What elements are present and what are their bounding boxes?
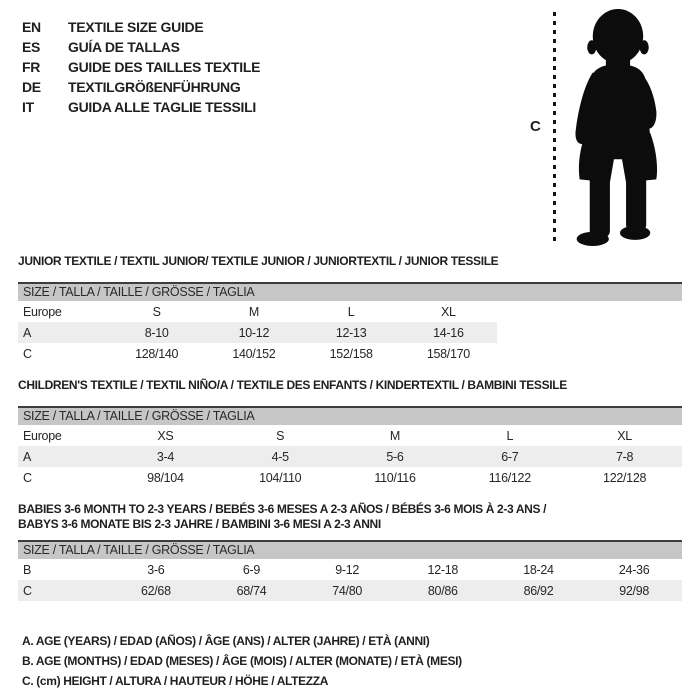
size-cell: M	[248, 304, 259, 319]
language-code: IT	[22, 99, 34, 115]
table-row	[18, 322, 497, 343]
note-height-cm: C. (cm) HEIGHT / ALTURA / HAUTEUR / HÖHE / ALTEZZA	[22, 674, 329, 688]
size-cell: L	[347, 304, 355, 319]
age-cell: 24-36	[618, 562, 650, 577]
language-row-es	[22, 37, 260, 57]
height-cell: 86/92	[491, 580, 587, 601]
age-cell: 9-12	[335, 562, 360, 577]
row-label: C	[23, 470, 32, 485]
height-cell: 92/98	[586, 580, 682, 601]
toddler-silhouette-icon	[565, 6, 677, 248]
row-label: B	[23, 562, 32, 577]
height-measure-label: C	[530, 118, 541, 135]
height-cell: 128/140	[135, 346, 179, 361]
size-header-bar: SIZE / TALLA / TAILLE / GRÖSSE / TAGLIA	[18, 540, 682, 559]
language-row-it	[22, 97, 260, 117]
size-cell: XL	[441, 304, 456, 319]
height-cell: 98/104	[147, 470, 184, 485]
tables-content	[18, 254, 682, 691]
row-label: Europe	[23, 428, 62, 443]
language-title: GUIDA ALLE TAGLIE TESSILI	[68, 99, 256, 115]
table-row	[18, 343, 497, 364]
age-cell: 12-13	[303, 322, 400, 343]
age-cell: 12-18	[427, 562, 459, 577]
table-row	[18, 425, 682, 446]
section-heading-babies-line2: BABYS 3-6 MONATE BIS 2-3 JAHRE / BAMBINI 3-6 MESI A 2-3 ANNI	[18, 517, 381, 531]
table-row	[18, 467, 682, 488]
section-heading-junior: JUNIOR TEXTILE / TEXTIL JUNIOR/ TEXTILE JUNIOR / JUNIORTEXTIL / JUNIOR TESSILE	[18, 254, 499, 268]
size-cell: S	[152, 304, 161, 319]
age-cell: 5-6	[338, 446, 453, 467]
language-title: GUÍA DE TALLAS	[68, 39, 180, 55]
age-cell: 10-12	[205, 322, 302, 343]
age-cell: 8-10	[108, 322, 205, 343]
height-cell: 158/170	[426, 346, 470, 361]
note-age-years: A. AGE (YEARS) / EDAD (AÑOS) / ÂGE (ANS) / ALTER (JAHRE) / ETÀ (ANNI)	[22, 634, 430, 648]
age-cell: 4-5	[223, 446, 338, 467]
section-heading-babies-line1: BABIES 3-6 MONTH TO 2-3 YEARS / BEBÉS 3-6 MESES A 2-3 AÑOS / BÉBÉS 3-6 MOIS À 2-3 ANS /	[18, 502, 547, 516]
language-row-de	[22, 77, 260, 97]
age-cell: 3-6	[147, 562, 165, 577]
language-code: FR	[22, 59, 41, 75]
legend-notes	[22, 631, 682, 691]
language-title: GUIDE DES TAILLES TEXTILE	[68, 59, 261, 75]
size-cell: S	[276, 428, 285, 443]
height-cell: 62/68	[108, 580, 204, 601]
age-cell: 6-9	[242, 562, 261, 577]
age-cell: 14-16	[400, 322, 497, 343]
row-label: A	[18, 322, 108, 343]
language-row-en	[22, 17, 260, 37]
babies-size-table	[18, 559, 682, 601]
language-title: TEXTILGRÖßENFÜHRUNG	[68, 79, 241, 95]
language-code: EN	[22, 19, 41, 35]
size-header-bar: SIZE / TALLA / TAILLE / GRÖSSE / TAGLIA	[18, 282, 682, 301]
language-code: ES	[22, 39, 41, 55]
table-row	[18, 580, 682, 601]
note-age-months: B. AGE (MONTHS) / EDAD (MESES) / ÂGE (MOIS) / ALTER (MONATE) / ETÀ (MESI)	[22, 654, 462, 668]
table-row	[18, 446, 682, 467]
table-row	[18, 559, 682, 580]
table-row	[18, 301, 497, 322]
age-cell: 3-4	[108, 446, 223, 467]
age-cell: 7-8	[567, 446, 682, 467]
height-cell: 80/86	[395, 580, 491, 601]
age-cell: 6-7	[452, 446, 567, 467]
height-cell: 68/74	[204, 580, 300, 601]
language-list	[22, 17, 260, 117]
size-cell: L	[506, 428, 514, 443]
row-label: C	[23, 346, 32, 361]
height-cell: 104/110	[259, 470, 302, 485]
section-heading-children: CHILDREN'S TEXTILE / TEXTIL NIÑO/A / TEXTILE DES ENFANTS / KINDERTEXTIL / BAMBINI TESSILE	[18, 378, 567, 392]
size-cell: XL	[617, 428, 632, 443]
language-title: TEXTILE SIZE GUIDE	[68, 19, 204, 35]
height-cell: 74/80	[299, 580, 395, 601]
height-cell: 110/116	[374, 470, 416, 485]
row-label: Europe	[23, 304, 62, 319]
size-header-bar: SIZE / TALLA / TAILLE / GRÖSSE / TAGLIA	[18, 406, 682, 425]
size-cell: M	[389, 428, 401, 443]
junior-size-table	[18, 301, 497, 364]
language-code: DE	[22, 79, 41, 95]
height-cell: 122/128	[603, 470, 647, 485]
height-cell: 140/152	[232, 346, 276, 361]
height-cell: 152/158	[329, 346, 373, 361]
language-row-fr	[22, 57, 260, 77]
height-measure-dashed-line	[553, 12, 556, 242]
figure-area	[520, 0, 700, 260]
row-label: A	[18, 446, 108, 467]
height-cell: 116/122	[488, 470, 531, 485]
size-cell: XS	[157, 428, 174, 443]
row-label: C	[18, 580, 108, 601]
children-size-table	[18, 425, 682, 488]
age-cell: 18-24	[523, 562, 554, 577]
